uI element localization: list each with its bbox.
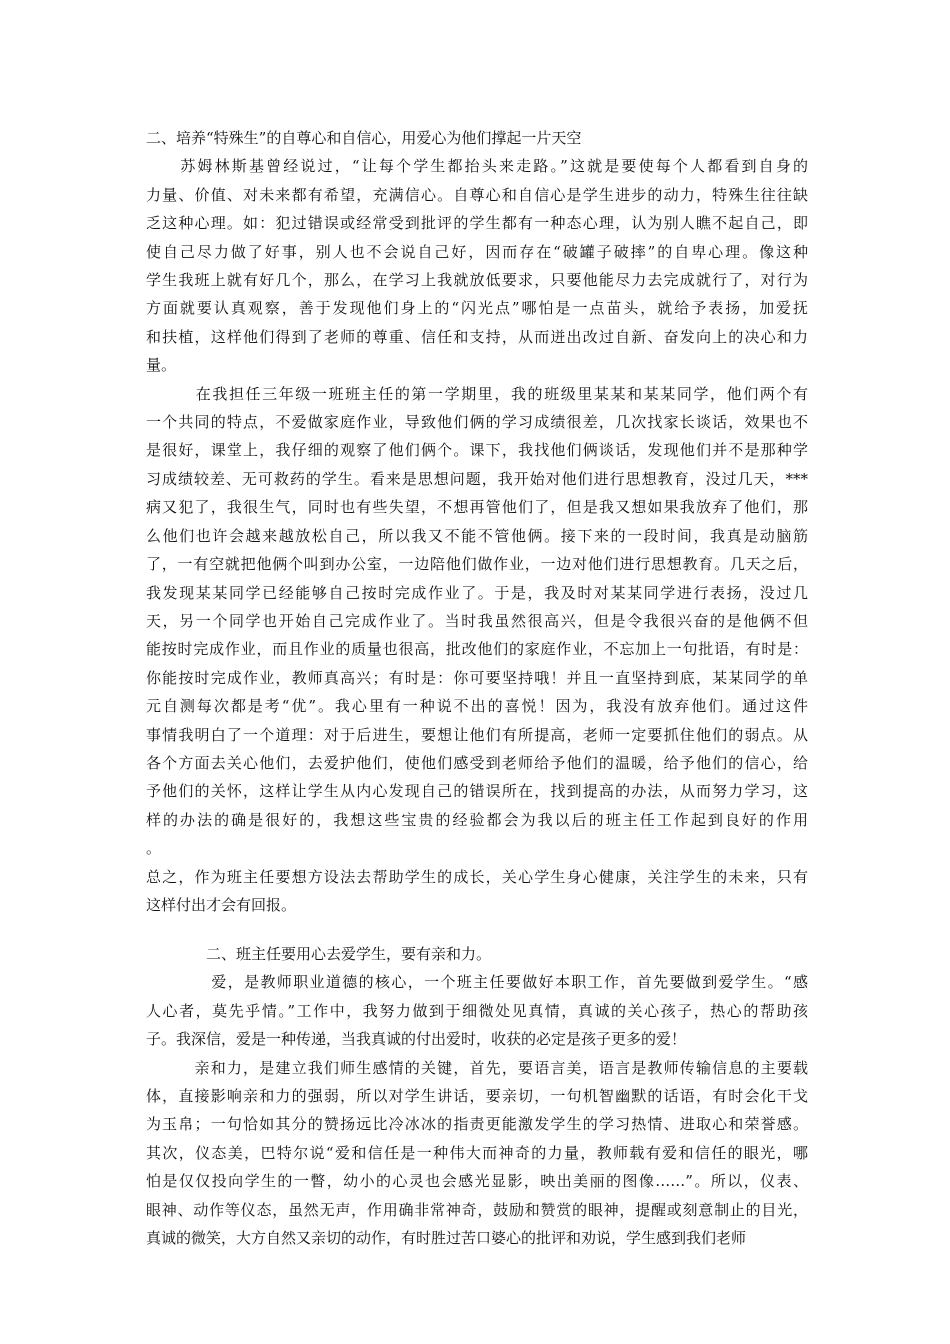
text-line: 么他们也许会越来越放松自己，所以我又不能不管他俩。接下来的一段时间，我真是动脑筋: [146, 526, 808, 545]
section-1-paragraph-2: [146, 380, 808, 863]
text-line: 能按时完成作业，而且作业的质量也很高，批改他们的家庭作业，不忘加上一句批语，有时是：: [146, 640, 808, 659]
text-line: 力量、价值、对未来都有希望，充满信心。自尊心和自信心是学生进步的动力，特殊生往往缺: [146, 185, 808, 204]
text-line: 元自测每次都是考“优”。我心里有一种说不出的喜悦！因为，我没有放弃他们。通过这件: [146, 697, 808, 716]
text-line: 怕是仅仅投向学生的一瞥，幼小的心灵也会感光显影，映出美丽的图像……”。所以，仪表、: [146, 1172, 808, 1191]
section-1-heading: 二、培养“特殊生”的自尊心和自信心，用爱心为他们撑起一片天空: [146, 129, 582, 147]
text-line: 使自己尽力做了好事，别人也不会说自己好，因而存在“破罐子破摔”的自卑心理。像这种: [146, 242, 808, 261]
section-2-paragraph-1: [146, 968, 808, 1053]
text-line: 子。我深信，爱是一种传递，当我真诚的付出爱时，收获的必定是孩子更多的爱！: [146, 1030, 687, 1049]
text-line: 体，直接影响亲和力的强弱，所以对学生讲话，要亲切，一句机智幽默的话语，有时会化干戈: [146, 1087, 808, 1106]
text-line: 习成绩较差、无可救药的学生。看来是思想问题，我开始对他们进行思想教育，没过几天，***: [146, 469, 808, 488]
text-line: 了，一有空就把他俩个叫到办公室，一边陪他们做作业，一边对他们进行思想教育。几天之后，: [146, 555, 808, 574]
text-line: 人心者，莫先乎情。”工作中，我努力做到于细微处见真情，真诚的关心孩子，热心的帮助孩: [146, 1001, 808, 1020]
text-line: 病又犯了，我很生气，同时也有些失望，不想再管他们了，但是我又想如果我放弃了他们，那: [146, 498, 808, 517]
text-line: 样的办法的确是很好的，我想这些宝贵的经验都会为我以后的班主任工作起到良好的作用: [146, 810, 808, 829]
text-line: 事情我明白了一个道理：对于后进生，要想让他们有所提高，老师一定要抓住他们的弱点。从: [146, 725, 808, 744]
text-line: 是很好，课堂上，我仔细的观察了他们俩个。课下，我找他们俩谈话，发现他们并不是那种学: [146, 441, 808, 460]
text-line: 在我担任三年级一班班主任的第一学期里，我的班级里某某和某某同学，他们两个有: [146, 384, 808, 403]
text-line: 这样付出才会有回报。: [146, 895, 297, 914]
text-line: 乏这种心理。如：犯过错误或经常受到批评的学生都有一种态心理，认为别人瞧不起自己，即: [146, 214, 808, 233]
text-line: 其次，仪态美，巴特尔说“爱和信任是一种伟大而神奇的力量，教师载有爱和信任的眼光，哪: [146, 1143, 808, 1162]
section-1-paragraph-1: [146, 152, 808, 379]
text-line: 予他们的关怀，这样让学生从内心发现自己的错误所在，找到提高的办法，从而努力学习，这: [146, 782, 808, 801]
text-line: 学生我班上就有好几个，那么，在学习上我就放低要求，只要他能尽力去完成就行了，对行为: [146, 271, 808, 290]
text-line: 方面就要认真观察，善于发现他们身上的“闪光点”哪怕是一点苗头，就给予表扬，加爱抚: [146, 299, 808, 318]
text-line: 眼神、动作等仪态，虽然无声，作用确非常神奇，鼓励和赞赏的眼神，提醒或刻意制止的目光，: [146, 1200, 808, 1219]
text-line: 和扶植，这样他们得到了老师的尊重、信任和支持，从而迸出改过自新、奋发向上的决心和力: [146, 327, 808, 346]
text-line: 天，另一个同学也开始自己完成作业了。当时我虽然很高兴，但是令我很兴奋的是他俩不但: [146, 611, 808, 630]
text-line: 一个共同的特点，不爱做家庭作业，导致他们俩的学习成绩很差，几次找家长谈话，效果也不: [146, 413, 808, 432]
section-2-heading: 二、班主任要用心去爱学生，要有亲和力。: [146, 945, 492, 963]
section-2: [146, 940, 808, 1252]
section-1: [146, 124, 808, 919]
text-line: 我发现某某同学已经能够自己按时完成作业了。于是，我及时对某某同学进行表扬，没过几: [146, 583, 808, 602]
section-2-paragraph-2: [146, 1054, 808, 1253]
text-line: 亲和力，是建立我们师生感情的关键，首先，要语言美，语言是教师传输信息的主要载: [146, 1058, 808, 1077]
text-line: 你能按时完成作业，教师真高兴；有时是：你可要坚持哦！并且一直坚持到底，某某同学的单: [146, 668, 808, 687]
text-line: 苏姆林斯基曾经说过，“让每个学生都抬头来走路。”这就是要使每个人都看到自身的: [146, 157, 808, 176]
text-line: 各个方面去关心他们，去爱护他们，使他们感受到老师给予他们的温暖，给予他们的信心，给: [146, 753, 808, 772]
text-line: 。: [146, 839, 162, 858]
text-line: 为玉帛；一句恰如其分的赞扬远比冷冰冰的指责更能激发学生的学习热情、进取心和荣誉感。: [146, 1115, 808, 1134]
text-line: 爱，是教师职业道德的核心，一个班主任要做好本职工作，首先要做到爱学生。“感: [146, 973, 808, 992]
text-line: 真诚的微笑，大方自然又亲切的动作，有时胜过苦口婆心的批评和劝说，学生感到我们老师: [146, 1229, 747, 1248]
text-line: 量。: [146, 356, 177, 375]
text-line: 总之，作为班主任要想方设法去帮助学生的成长，关心学生身心健康，关注学生的未来，只有: [146, 867, 808, 886]
section-1-paragraph-3: [146, 863, 808, 920]
